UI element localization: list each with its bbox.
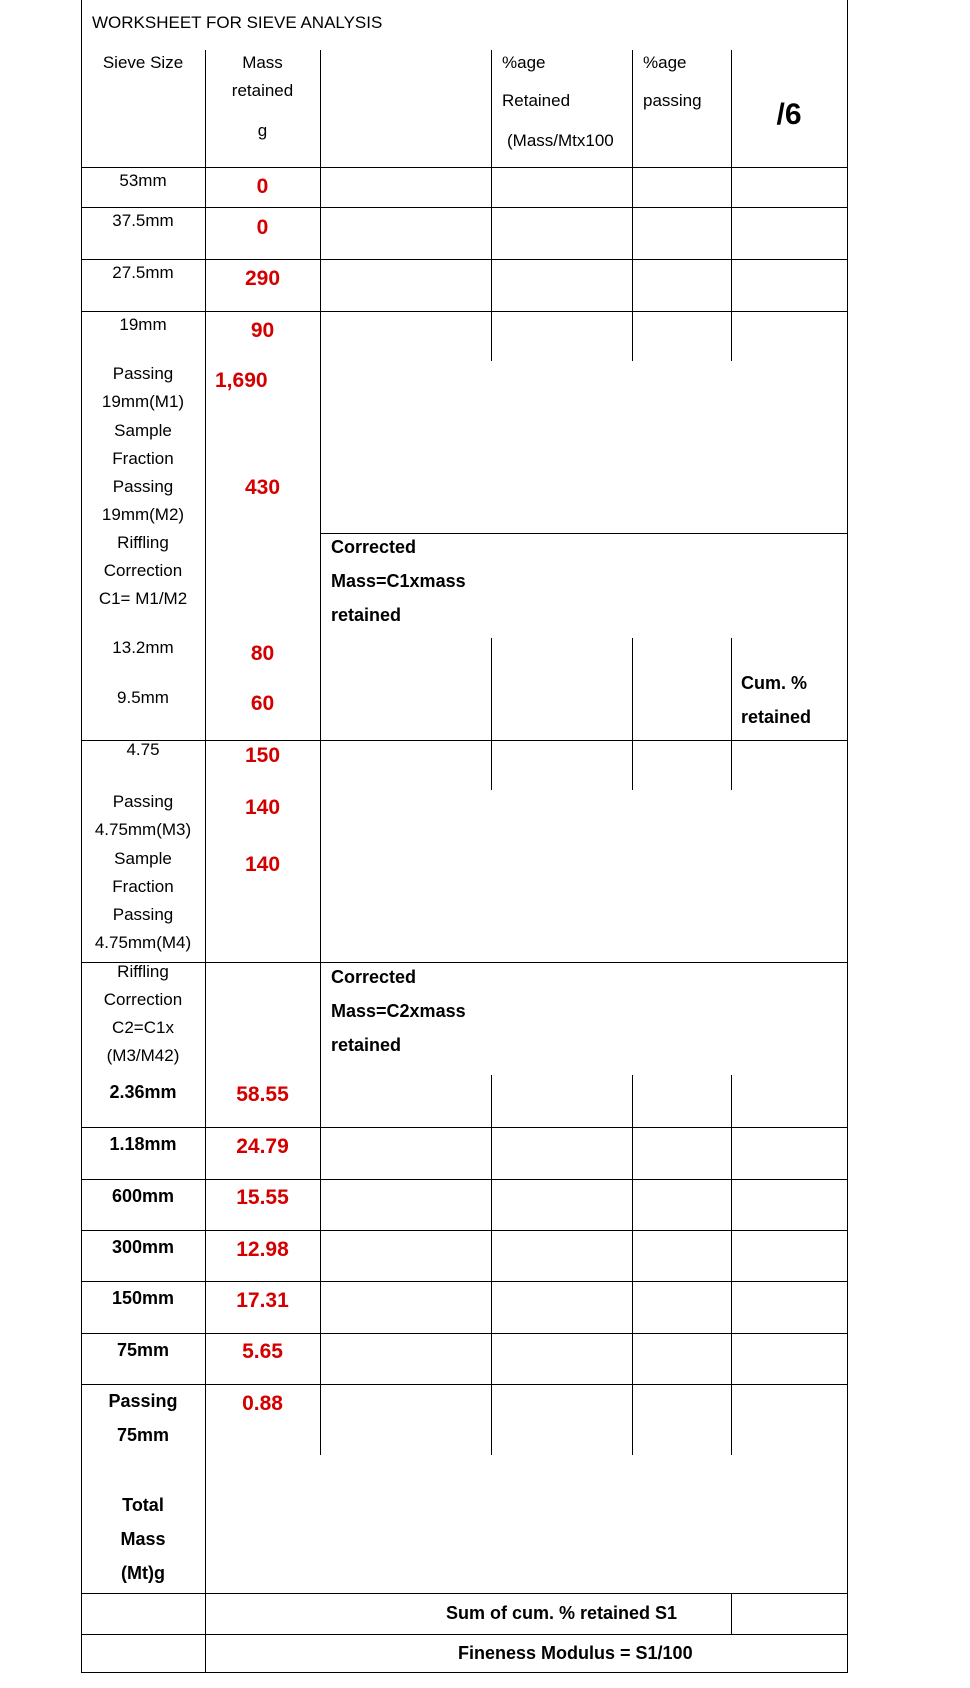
passing-75-label-1: Passing [108,1391,178,1411]
mass-fraction-19: 430 [244,476,281,499]
mass-passing-475: 140 [244,796,281,819]
fraction-475-label-4: 4.75mm(M4) [94,933,192,952]
riffle-1-label-2: Correction [103,561,183,580]
mass-fraction-475: 140 [244,853,281,876]
sieve-size-27-5: 27.5mm [112,263,174,282]
fraction-19-label-4: 19mm(M2) [101,505,185,524]
sieve-size-600: 600mm [111,1186,175,1206]
riffle-2-label-4: (M3/M42) [106,1046,180,1065]
fraction-475-label-3: Passing [112,905,174,924]
passing-19-label-2: 19mm(M1) [101,392,185,411]
mass-9-5: 60 [250,692,275,715]
header-mass-retained-1: Mass [242,53,283,72]
mass-150: 17.31 [236,1289,289,1312]
sieve-size-75: 75mm [116,1340,170,1360]
mass-53: 0 [256,175,269,198]
header-sieve-size: Sieve Size [102,53,184,72]
sieve-size-150: 150mm [111,1288,175,1308]
riffle-1-label-3: C1= M1/M2 [98,589,188,608]
sieve-size-19: 19mm [119,315,167,334]
total-mass-line-3: (Mt)g [121,1563,165,1583]
fraction-19-label-3: Passing [112,477,174,496]
mass-600: 15.55 [236,1186,289,1209]
total-mass-line-1: Total [122,1495,164,1515]
sieve-size-4-75: 4.75 [126,740,160,759]
passing-475-label-2: 4.75mm(M3) [94,820,192,839]
mass-19: 90 [250,319,275,342]
header-pct-passing-1: %age [643,53,687,72]
sieve-size-37-5: 37.5mm [112,211,174,230]
cum-retained-line-1: Cum. % [741,673,808,693]
worksheet-title: WORKSHEET FOR SIEVE ANALYSIS [92,13,383,32]
sieve-size-2-36: 2.36mm [109,1082,177,1102]
header-mass-retained-2: retained [231,81,294,100]
cum-retained-line-2: retained [741,707,812,727]
passing-475-label-1: Passing [112,792,174,811]
fraction-19-label-2: Fraction [112,449,174,468]
riffle-1-label-1: Riffling [117,533,169,552]
mass-passing-19: 1,690 [215,369,268,392]
header-pct-passing-2: passing [643,91,702,110]
passing-75-label-2: 75mm [116,1425,170,1445]
mass-13-2: 80 [250,642,275,665]
score-label: /6 [776,98,802,131]
riffle-2-label-1: Riffling [117,962,169,981]
passing-19-label-1: Passing [112,364,174,383]
corrected-1-line-3: retained [331,605,402,625]
mass-75: 5.65 [242,1340,283,1363]
mass-2-36: 58.55 [236,1083,289,1106]
mass-passing-75: 0.88 [242,1392,283,1415]
total-mass-line-2: Mass [120,1529,166,1549]
corrected-1-line-2: Mass=C1xmass [331,571,466,591]
mass-27-5: 290 [244,267,281,290]
sieve-size-1-18: 1.18mm [109,1134,177,1154]
riffle-2-label-2: Correction [103,990,183,1009]
sum-cum-retained-label: Sum of cum. % retained S1 [446,1603,678,1623]
fraction-475-label-2: Fraction [112,877,174,896]
fraction-19-label-1: Sample [114,421,172,440]
sieve-size-53: 53mm [119,171,167,190]
sieve-size-13-2: 13.2mm [112,638,174,657]
fineness-modulus-label: Fineness Modulus = S1/100 [458,1643,693,1663]
mass-37-5: 0 [256,216,269,239]
corrected-2-line-3: retained [331,1035,402,1055]
corrected-1-line-1: Corrected [331,537,417,557]
sieve-size-9-5: 9.5mm [117,688,169,707]
mass-4-75: 150 [244,744,281,767]
header-mass-retained-3: g [257,121,268,140]
mass-1-18: 24.79 [236,1135,289,1158]
corrected-2-line-2: Mass=C2xmass [331,1001,466,1021]
sieve-size-300: 300mm [111,1237,175,1257]
mass-300: 12.98 [236,1238,289,1261]
header-pct-retained-1: %age [502,53,546,72]
fraction-475-label-1: Sample [114,849,172,868]
header-pct-retained-2: Retained [502,91,571,110]
header-pct-retained-3: (Mass/Mtx100 [507,131,614,150]
riffle-2-label-3: C2=C1x [112,1018,174,1037]
corrected-2-line-1: Corrected [331,967,417,987]
